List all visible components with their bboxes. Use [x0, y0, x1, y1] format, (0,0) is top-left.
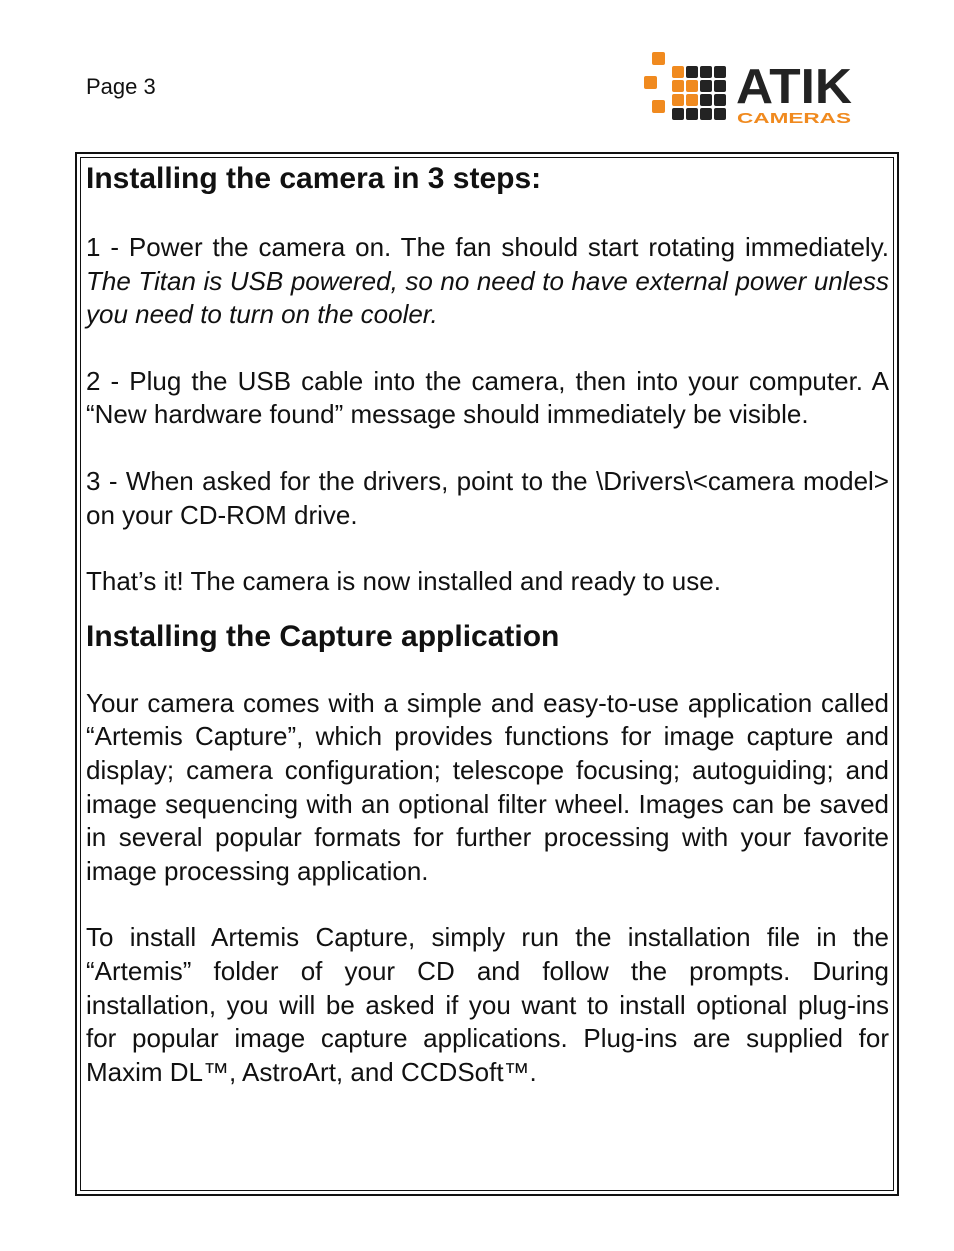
logo-brand-text: ATIK — [736, 60, 852, 114]
capture-description-paragraph: Your camera comes with a simple and easy-to-use application called “Artemis Capture”, which provides functions for image capture and display; camera configuration; telescope focusing; autoguiding; and image sequencing with an optional filter wheel. Images can be saved in several popular formats for further processing with your favorite image processing application. — [86, 687, 889, 886]
step-1-paragraph — [86, 231, 889, 332]
section-heading-capture-app: Installing the Capture application — [86, 619, 560, 653]
logo-subtitle-text: CAMERAS — [737, 110, 851, 127]
step-2-paragraph: 2 - Plug the USB cable into the camera, then into your computer. A “New hardware found” message should immediately be visible. — [86, 365, 889, 430]
atik-cameras-logo — [644, 52, 856, 128]
page-content — [86, 157, 889, 1089]
section-heading-install-camera: Installing the camera in 3 steps: — [86, 162, 542, 195]
step-1-text: 1 - Power the camera on. The fan should start rotating immediately. — [86, 232, 889, 262]
closing-paragraph: That’s it! The camera is now installed and ready to use. — [86, 566, 721, 597]
step-3-paragraph: 3 - When asked for the drivers, point to the \Drivers\<camera model> on your CD-ROM drive. — [86, 465, 889, 530]
capture-install-paragraph: To install Artemis Capture, simply run the installation file in the “Artemis” folder of your CD and follow the prompts. During installation, you will be asked if you want to install optional plug-ins for popular image capture applications. Plug-ins are supplied for Maxim DL™, AstroArt, and CCDSoft™. — [86, 922, 889, 1087]
page-number: Page 3 — [86, 74, 156, 99]
logo-mark-grid — [644, 52, 726, 120]
step-1-note: The Titan is USB powered, so no need to have external power unless you need to turn on the cooler. — [86, 265, 889, 330]
